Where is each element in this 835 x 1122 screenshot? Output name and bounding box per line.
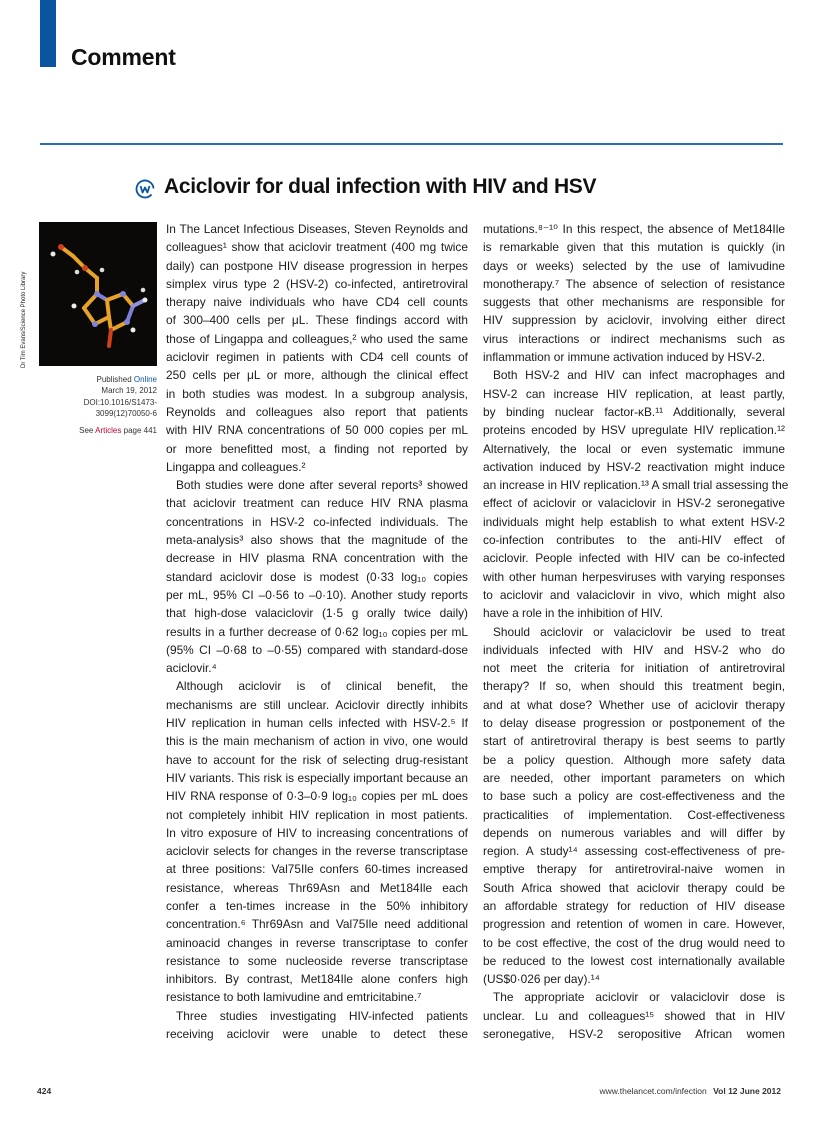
text-line: to delay disease progression or postponement of the [483, 716, 785, 731]
publish-date: March 19, 2012 [101, 386, 157, 396]
text-line: an increase in HIV replication.¹³ A small trial assessing the [483, 478, 789, 493]
text-line: simplex virus type 2 (HSV-2) co-infected, antiretroviral [166, 276, 468, 291]
text-line: decrease in HIV plasma RNA concentration with the [166, 551, 468, 566]
aciclovir-molecule-image [39, 222, 157, 366]
header-rule [40, 143, 783, 145]
web-first-icon [134, 178, 156, 200]
text-line: suggests that other mechanisms are responsible for [483, 295, 785, 310]
text-line: Reynolds and colleagues also report that patients [166, 404, 468, 419]
text-line: standard aciclovir dose is modest (0·33 log₁₀ copies [166, 569, 468, 584]
text-line: daily) can postpone HIV disease progression in herpes [166, 258, 468, 273]
text-line: in both studies was modest. In a subgroup analysis, [166, 386, 468, 401]
text-line: 250 cells per μL or more, although the clinical effect [166, 368, 468, 383]
text-line: resistance to both lamivudine and emtricitabine.⁷ [166, 990, 422, 1005]
page-number: 424 [37, 1086, 52, 1096]
text-line: depends on numerous variables and will differ by [483, 825, 785, 840]
text-line: have to account for the risk of selecting drug-resistant [166, 752, 468, 767]
text-line: The appropriate aciclovir or valaciclovir dose is [493, 990, 785, 1005]
text-line: effect of aciclovir or valaciclovir in HSV-2 seronegative [483, 496, 785, 511]
text-line: seronegative, HSV-2 seropositive African women [483, 1027, 785, 1042]
text-line: be reduced to the lowest cost internationally available [483, 953, 785, 968]
text-line: (US$0·026 per day).¹⁴ [483, 972, 600, 987]
text-line: to aciclovir and valaciclovir in vivo, which might also [483, 587, 785, 602]
article-title: Aciclovir for dual infection with HIV and HSV [164, 175, 597, 198]
text-line: In The Lancet Infectious Diseases, Steven Reynolds and [166, 222, 468, 236]
text-line: is remarkable given that this mutation is quickly (in [483, 240, 785, 255]
text-line: be a policy question. Although more safety data [483, 752, 785, 767]
text-line: HIV RNA response of 0·3–0·9 log₁₀ copies per mL does [166, 789, 468, 804]
page-ref: page 441 [123, 425, 157, 435]
text-line: an affordable strategy for reduction of HIV disease [483, 898, 785, 913]
text-line: aciclovir selects for changes in the reverse transcriptase [166, 844, 468, 859]
text-line: or more benefitted most, a finding not reported by [166, 441, 468, 456]
text-line: start of antiretroviral therapy is best seems to partly [483, 734, 785, 749]
text-line: Both studies were done after several reports³ showed [176, 478, 468, 493]
text-line: Both HSV-2 and HIV can infect macrophages and [493, 368, 785, 383]
text-line: with HIV RNA concentrations of 50 000 copies per mL [166, 423, 468, 438]
text-line: with other human herpesviruses with varying responses [483, 569, 785, 584]
text-line: HIV replication in human cells infected with HSV-2.⁵ If [166, 716, 468, 731]
volume-date: Vol 12 June 2012 [713, 1086, 781, 1096]
text-line: South Africa showed that aciclovir therapy could be [483, 880, 785, 895]
text-line: to be cost effective, the cost of the drug would need to [483, 935, 785, 950]
text-line: receiving aciclovir were unable to detect these [166, 1027, 468, 1042]
text-line: of 300–400 cells per μL. These findings accord with [166, 313, 468, 328]
text-line: HIV variants. This risk is especially important because an [166, 770, 468, 785]
journal-url[interactable]: www.thelancet.com/infection [599, 1086, 707, 1096]
text-line: aciclovir regimen in patients with CD4 cell counts of [166, 350, 468, 365]
text-line: per mL, 95% CI –0·56 to –0·10). Another study reports [166, 587, 468, 602]
doi-line-1[interactable]: DOI:10.1016/S1473- [83, 397, 157, 407]
text-line: confer a ten-times increase in the 50% inhibitory [166, 898, 468, 913]
text-line: concentration.⁶ Thr69Asn and Val75Ile need additional [166, 917, 468, 932]
text-line: Lingappa and colleagues.² [166, 459, 306, 474]
text-line: (95% CI –0·68 to –0·55) compared with standard-dose [166, 642, 468, 657]
text-line: practicalities of implementation. Cost-effectiveness [483, 807, 785, 822]
text-line: resistance, whereas Thr69Asn and Met184Ile each [166, 880, 468, 895]
text-line: individuals infected with HIV and HSV-2 who do [483, 642, 785, 657]
text-line: results in a further decrease of 0·62 log₁₀ copies per mL [166, 624, 468, 639]
text-line: to base such a policy are cost-effectiveness and the [483, 789, 785, 804]
text-line: have a role in the inhibition of HIV. [483, 606, 664, 621]
text-line: aminoacid changes in reverse transcriptase to confer [166, 935, 468, 950]
text-line: colleagues¹ show that aciclovir treatment (400 mg twice [166, 240, 468, 255]
text-line: co-infection contributes to the anti-HIV effect of [483, 533, 785, 548]
text-line: resistance to some nucleoside reverse transcriptase [166, 953, 468, 968]
online-label: Online [133, 375, 157, 384]
body-column-right [483, 220, 789, 1043]
photo-credit: Dr Tim Evans/Science Photo Library [21, 271, 27, 368]
articles-link[interactable]: Articles [95, 425, 122, 435]
text-line: therapy naive individuals who have CD4 cell counts [166, 295, 468, 310]
published-label: Published [96, 375, 132, 384]
text-line: emptive therapy for antiretroviral-naive women in [483, 862, 785, 877]
text-line: virus interactions or indirect mechanisms such as [483, 331, 785, 346]
text-line: mutations.⁸⁻¹⁰ In this respect, the absence of Met184Ile [483, 222, 785, 236]
brand-bar [40, 0, 56, 67]
text-line: inflammation or immune activation induced by HSV-2. [483, 350, 766, 365]
text-line: not meet the criteria for initiation of antiretroviral [483, 661, 785, 676]
text-line: Should aciclovir or valaciclovir be used to treat [493, 624, 785, 639]
text-line: proteins encoded by HSV upregulate HIV replication.¹² [483, 423, 785, 438]
text-line: Alternatively, the local or even systematic immune [483, 441, 785, 456]
text-line: not completely inhibit HIV replication in most patients. [166, 807, 468, 822]
text-line: activation induced by HSV-2 reactivation might induce [483, 459, 785, 474]
text-line: HIV suppression by aciclovir, involving either direct [483, 313, 785, 328]
text-line: this is the main mechanism of action in vivo, one would [166, 734, 468, 749]
publication-meta [40, 374, 157, 436]
body-column-left [166, 220, 468, 1043]
text-line: days or weeks) selected by the use of lamivudine [483, 258, 785, 273]
text-line: region. A study¹⁴ assessing cost-effectiveness of pre- [483, 844, 785, 859]
text-line: at three positions: Val75Ile confers 60-times increased [166, 862, 468, 877]
text-line: monotherapy.⁷ The absence of selection of resistance [483, 276, 785, 291]
text-line: those of Lingappa and colleagues,² who used the same [166, 331, 468, 346]
text-line: HSV-2 can increase HIV replication, at least partly, [483, 386, 785, 401]
text-line: that aciclovir treatment can reduce HIV RNA plasma [166, 496, 468, 511]
text-line: aciclovir. People infected with HIV can be co-infected [483, 551, 785, 566]
text-line: Although aciclovir is of clinical benefit, the [176, 679, 468, 694]
text-line: and at what dose? Whether use of aciclovir therapy [483, 697, 785, 712]
text-line: progression and retention of women in care. However, [483, 917, 785, 932]
text-line: unclear. Lu and colleagues¹⁵ showed that in HIV [483, 1008, 785, 1023]
text-line: individuals might help establish to what extent HSV-2 [483, 514, 785, 529]
text-line: Three studies investigating HIV-infected patients [176, 1008, 468, 1023]
text-line: In vitro exposure of HIV to increasing concentrations of [166, 825, 468, 840]
text-line: aciclovir.⁴ [166, 661, 217, 676]
see-label: See [79, 425, 94, 435]
text-line: meta-analysis³ also shows that the magnitude of the [166, 533, 468, 548]
text-line: therapy? If so, when should this treatment begin, [483, 679, 785, 694]
text-line: concentrations in HSV-2 co-infected individuals. The [166, 514, 468, 529]
text-line: that high-dose valaciclovir (1·5 g orally twice daily) [166, 606, 468, 621]
text-line: inhibitors. By contrast, Met184Ile alone confers high [166, 972, 468, 987]
text-line: by binding nuclear factor-κB.¹¹ Additionally, several [483, 404, 785, 419]
section-label: Comment [71, 44, 176, 70]
text-line: mechanisms are still unclear. Aciclovir directly inhibits [166, 697, 468, 712]
text-line: are needed, other important parameters on which [483, 770, 785, 785]
published-online [40, 374, 157, 385]
doi-line-2[interactable]: 3099(12)70050-6 [95, 409, 157, 419]
journal-footer [599, 1086, 781, 1096]
see-articles-ref [40, 425, 157, 436]
